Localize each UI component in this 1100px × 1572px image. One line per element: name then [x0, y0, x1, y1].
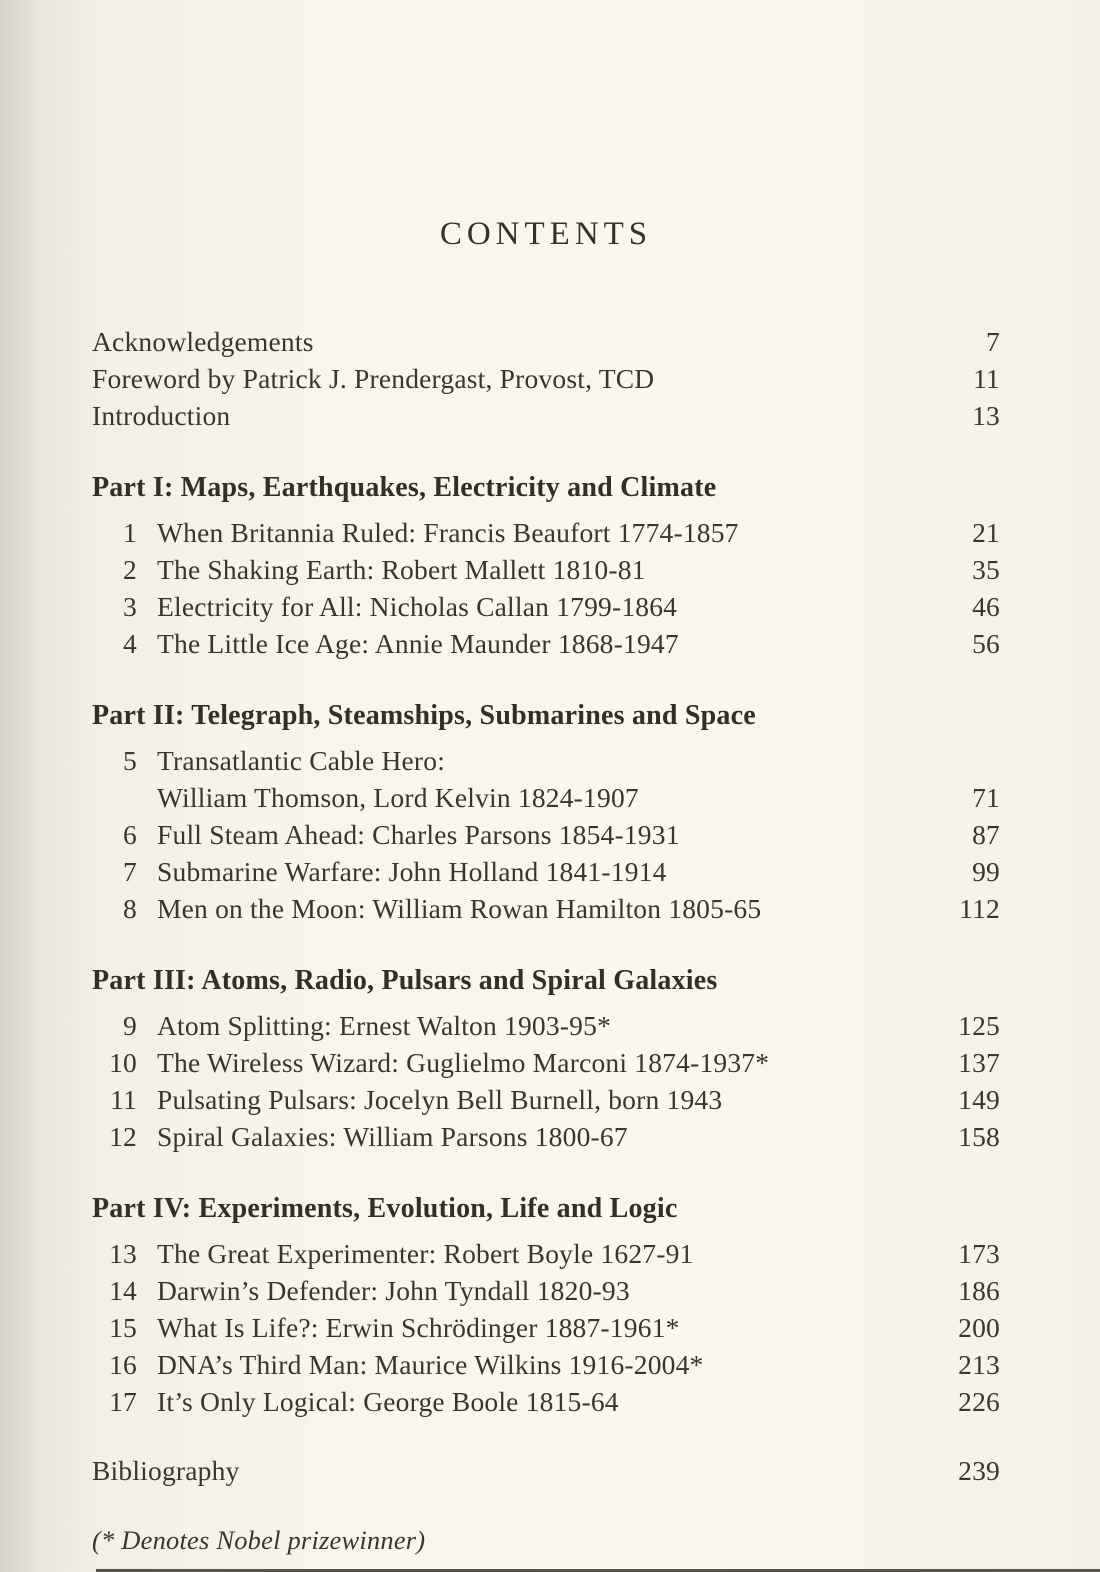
chapter-title: Spiral Galaxies: William Parsons 1800-67	[157, 1121, 628, 1152]
chapter-page: 21	[972, 517, 1000, 548]
chapter-number: 16	[109, 1349, 137, 1380]
chapter-page: 149	[958, 1084, 1000, 1115]
chapter-page: 173	[958, 1238, 1000, 1269]
part-heading: Part I: Maps, Earthquakes, Electricity and Climate	[92, 472, 717, 503]
chapter-row	[92, 1235, 1000, 1272]
chapter-page: 56	[972, 628, 1000, 659]
chapter-title: William Thomson, Lord Kelvin 1824-1907	[157, 782, 639, 813]
chapter-row	[92, 1118, 1000, 1155]
part-heading: Part II: Telegraph, Steamships, Submarines and Space	[92, 700, 756, 731]
chapter-row	[92, 1309, 1000, 1346]
chapter-title: What Is Life?: Erwin Schrödinger 1887-1961*	[157, 1312, 680, 1343]
chapter-row	[92, 1007, 1000, 1044]
chapter-row	[92, 588, 1000, 625]
chapter-page: 112	[959, 893, 1000, 924]
chapter-title: Darwin’s Defender: John Tyndall 1820-93	[157, 1275, 630, 1306]
chapter-page: 35	[972, 554, 1000, 585]
chapter-row	[92, 1081, 1000, 1118]
chapter-page: 213	[958, 1349, 1000, 1380]
chapter-row	[92, 1346, 1000, 1383]
chapter-list	[92, 514, 1000, 662]
chapter-page: 125	[958, 1010, 1000, 1041]
chapter-number: 7	[123, 856, 137, 887]
part-section-1	[92, 469, 1000, 662]
toc-content	[92, 0, 1000, 1556]
chapter-list	[92, 742, 1000, 927]
chapter-page: 226	[958, 1386, 1000, 1417]
chapter-number: 3	[123, 591, 137, 622]
chapter-number: 6	[123, 819, 137, 850]
chapter-number: 15	[109, 1312, 137, 1343]
part-section-4	[92, 1190, 1000, 1420]
chapter-row	[92, 1044, 1000, 1081]
chapter-number: 5	[123, 745, 137, 776]
chapter-number: 8	[123, 893, 137, 924]
chapter-row	[92, 1383, 1000, 1420]
chapter-title: Pulsating Pulsars: Jocelyn Bell Burnell, born 1943	[157, 1084, 723, 1115]
part-section-3	[92, 962, 1000, 1155]
chapter-title: The Shaking Earth: Robert Mallett 1810-81	[157, 554, 646, 585]
chapter-title: Men on the Moon: William Rowan Hamilton 1805-65	[157, 893, 762, 924]
chapter-page: 87	[972, 819, 1000, 850]
chapter-row	[92, 890, 1000, 927]
part-heading: Part III: Atoms, Radio, Pulsars and Spiral Galaxies	[92, 965, 718, 996]
chapter-number: 17	[109, 1386, 137, 1417]
chapter-row-continuation	[92, 779, 1000, 816]
entry-page: 239	[958, 1455, 1000, 1486]
chapter-title: DNA’s Third Man: Maurice Wilkins 1916-2004*	[157, 1349, 704, 1380]
chapter-page: 186	[958, 1275, 1000, 1306]
entry-label: Bibliography	[92, 1455, 240, 1486]
part-section-2	[92, 697, 1000, 927]
chapter-row	[92, 742, 1000, 779]
chapter-page: 137	[958, 1047, 1000, 1078]
chapter-list	[92, 1007, 1000, 1155]
page-title: CONTENTS	[439, 216, 653, 252]
chapter-title: The Little Ice Age: Annie Maunder 1868-1947	[157, 628, 679, 659]
toc-entry	[92, 323, 1000, 360]
chapter-page: 71	[972, 782, 1000, 813]
chapter-title: The Great Experimenter: Robert Boyle 1627-91	[157, 1238, 694, 1269]
chapter-title: The Wireless Wizard: Guglielmo Marconi 1874-1937*	[157, 1047, 770, 1078]
back-matter-list	[92, 1452, 1000, 1489]
chapter-number: 1	[123, 517, 137, 548]
chapter-number: 11	[110, 1084, 137, 1115]
toc-entry-bibliography	[92, 1452, 1000, 1489]
chapter-title: Full Steam Ahead: Charles Parsons 1854-1931	[157, 819, 680, 850]
chapter-list	[92, 1235, 1000, 1420]
toc-entry	[92, 360, 1000, 397]
chapter-number: 14	[109, 1275, 137, 1306]
entry-label: Introduction	[92, 400, 231, 431]
chapter-title: Submarine Warfare: John Holland 1841-1914	[157, 856, 667, 887]
chapter-number: 12	[109, 1121, 137, 1152]
entry-label: Foreword by Patrick J. Prendergast, Provost, TCD	[92, 363, 655, 394]
chapter-number: 10	[109, 1047, 137, 1078]
chapter-page: 200	[958, 1312, 1000, 1343]
chapter-number: 13	[109, 1238, 137, 1269]
chapter-page: 46	[972, 591, 1000, 622]
chapter-title: Atom Splitting: Ernest Walton 1903-95*	[157, 1010, 612, 1041]
chapter-page: 99	[972, 856, 1000, 887]
entry-page: 7	[986, 326, 1000, 357]
chapter-title: It’s Only Logical: George Boole 1815-64	[157, 1386, 619, 1417]
chapter-row	[92, 853, 1000, 890]
chapter-title: Transatlantic Cable Hero:	[157, 745, 446, 776]
chapter-row	[92, 816, 1000, 853]
chapter-number: 9	[123, 1010, 137, 1041]
entry-page: 11	[973, 363, 1000, 394]
nobel-footnote: (* Denotes Nobel prizewinner)	[92, 1525, 426, 1555]
chapter-number: 2	[123, 554, 137, 585]
toc-entry	[92, 397, 1000, 434]
entry-label: Acknowledgements	[92, 326, 314, 357]
chapter-row	[92, 1272, 1000, 1309]
entry-page: 13	[972, 400, 1000, 431]
part-heading: Part IV: Experiments, Evolution, Life and Logic	[92, 1193, 678, 1224]
chapter-row	[92, 551, 1000, 588]
chapter-page: 158	[958, 1121, 1000, 1152]
chapter-row	[92, 514, 1000, 551]
chapter-title: When Britannia Ruled: Francis Beaufort 1774-1857	[157, 517, 739, 548]
chapter-row	[92, 625, 1000, 662]
chapter-title: Electricity for All: Nicholas Callan 1799-1864	[157, 591, 678, 622]
front-matter-list	[92, 323, 1000, 434]
chapter-number: 4	[123, 628, 137, 659]
